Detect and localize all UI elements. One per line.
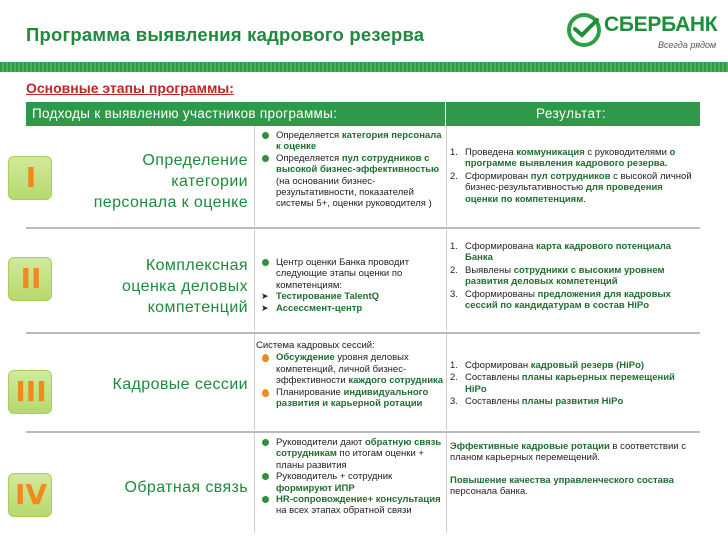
column-divider bbox=[446, 229, 447, 331]
result-list bbox=[450, 241, 696, 312]
list-item: ➤ Ассессмент-центр bbox=[261, 302, 363, 314]
approach-list bbox=[256, 257, 444, 314]
column-divider bbox=[446, 433, 447, 533]
list-item: 3. Сформированы предложения для кадровых сессий по кандидатурам в состав HiPo bbox=[450, 288, 671, 312]
stage-number: II bbox=[20, 262, 42, 295]
stage-title-line: Комплексная bbox=[145, 257, 248, 274]
list-item: Планирование индивидуального развития и карьерной ротации bbox=[256, 387, 444, 410]
result-list bbox=[450, 147, 696, 206]
list-item: 3. Составлены планы развития HiPo bbox=[450, 396, 624, 408]
stage-title-line: компетенций bbox=[147, 299, 248, 316]
list-item: ➤ Тестирование TalentQ bbox=[261, 291, 380, 303]
column-divider bbox=[254, 126, 255, 226]
table-header bbox=[26, 102, 700, 126]
bullet-icon bbox=[262, 132, 269, 139]
section-subtitle: Основные этапы программы: bbox=[26, 80, 234, 96]
list-item: 1. Сформирована карта кадрового потенциала Банка bbox=[450, 241, 672, 264]
program-table bbox=[14, 102, 700, 534]
table-row bbox=[14, 433, 700, 533]
stage-number: I bbox=[25, 161, 37, 194]
sberbank-logo bbox=[566, 12, 718, 52]
list-lead: Система кадровых сессий: bbox=[256, 340, 375, 351]
list-item: 2. Составлены планы карьерных перемещений HiPo bbox=[450, 372, 675, 395]
drop-bullet-icon bbox=[262, 354, 269, 362]
stage-number-badge bbox=[8, 473, 52, 517]
column-divider bbox=[254, 229, 255, 331]
approach-list bbox=[256, 130, 444, 210]
header-divider bbox=[445, 102, 446, 126]
stage-number-badge bbox=[8, 257, 52, 301]
slide-header bbox=[0, 0, 728, 62]
header-stripe bbox=[0, 62, 728, 72]
stage-title-line: Обратная связь bbox=[124, 479, 248, 496]
stage-number-badge bbox=[8, 156, 52, 200]
table-row bbox=[15, 334, 700, 430]
list-item: 1. Сформирован кадровый резерв (HiPo) bbox=[450, 360, 645, 371]
column-divider bbox=[254, 334, 255, 430]
logo-slogan: Всегда рядом bbox=[658, 40, 717, 50]
logo-name: СБЕРБАНК bbox=[604, 13, 718, 36]
list-item: Определяется категория персонала к оценке bbox=[256, 130, 444, 153]
list-item: Руководители дают обратную связь сотрудникам по итогам оценки + планы развития bbox=[256, 437, 444, 471]
stage-number: IV bbox=[14, 478, 48, 511]
stage-title bbox=[50, 374, 248, 395]
column-divider bbox=[446, 126, 447, 226]
bullet-icon bbox=[262, 473, 269, 480]
stage-title bbox=[50, 150, 248, 213]
stage-title-line: персонала к оценке bbox=[93, 194, 248, 211]
bullet-icon bbox=[262, 439, 269, 446]
table-row bbox=[20, 229, 700, 331]
stage-number: III bbox=[15, 375, 47, 408]
list-item: 2. Выявлены сотрудники с высоким уровнем развития деловых компетенций bbox=[450, 264, 665, 288]
result-text bbox=[450, 441, 696, 509]
stage-title-line: Определение bbox=[142, 152, 248, 169]
result-list bbox=[450, 360, 696, 409]
result-paragraph: Эффективные кадровые ротации в соответствии с планом карьерных перемещений. bbox=[450, 441, 686, 464]
bullet-icon bbox=[262, 155, 269, 162]
drop-bullet-icon bbox=[262, 389, 269, 397]
header-approaches: Подходы к выявлению участников программы: bbox=[32, 106, 338, 121]
list-item: Центр оценки Банка проводит следующие этапы оценки по компетенциям: bbox=[256, 257, 444, 291]
approach-list bbox=[256, 437, 444, 517]
column-divider bbox=[446, 334, 447, 430]
stage-number-badge bbox=[8, 370, 52, 414]
arrow-icon: ➤ bbox=[261, 302, 269, 313]
stage-title-line: оценка деловых bbox=[121, 278, 248, 295]
list-item: 2. Сформирован пул сотрудников с высокой личной бизнес-результативностью для проведения оценки по компетенциям. bbox=[450, 170, 692, 205]
list-item: 1. Проведена коммуникация с руководителями о программе выявления кадрового резерва. bbox=[450, 147, 676, 170]
arrow-icon: ➤ bbox=[261, 291, 269, 302]
list-item: HR-сопровождение+ консультация на всех этапах обратной связи bbox=[256, 494, 444, 517]
bullet-icon bbox=[262, 496, 269, 503]
result-paragraph: Повышение качества управленческого состава персонала банка. bbox=[450, 474, 674, 498]
column-divider bbox=[254, 433, 255, 533]
bullet-icon bbox=[262, 259, 269, 266]
list-item: Обсуждение уровня деловых компетенций, личной бизнес-эффективности каждого сотрудника bbox=[256, 352, 444, 386]
stage-title-line: категории bbox=[171, 173, 248, 190]
list-item: Определяется пул сотрудников с высокой бизнес-эффективностью (на основании бизнес-результативности, показателей системы 5+, оценки руководителя ) bbox=[256, 153, 444, 210]
approach-list bbox=[256, 340, 444, 409]
header-result: Результат: bbox=[536, 106, 607, 121]
stage-title bbox=[50, 477, 248, 498]
list-item: Руководитель + сотрудник формируют ИПР bbox=[256, 471, 444, 494]
slide-title: Программа выявления кадрового резерва bbox=[26, 24, 425, 45]
table-row bbox=[26, 126, 700, 226]
stage-title-line: Кадровые сессии bbox=[112, 376, 248, 393]
sberbank-logo-icon bbox=[566, 12, 602, 48]
stage-title bbox=[50, 255, 248, 318]
